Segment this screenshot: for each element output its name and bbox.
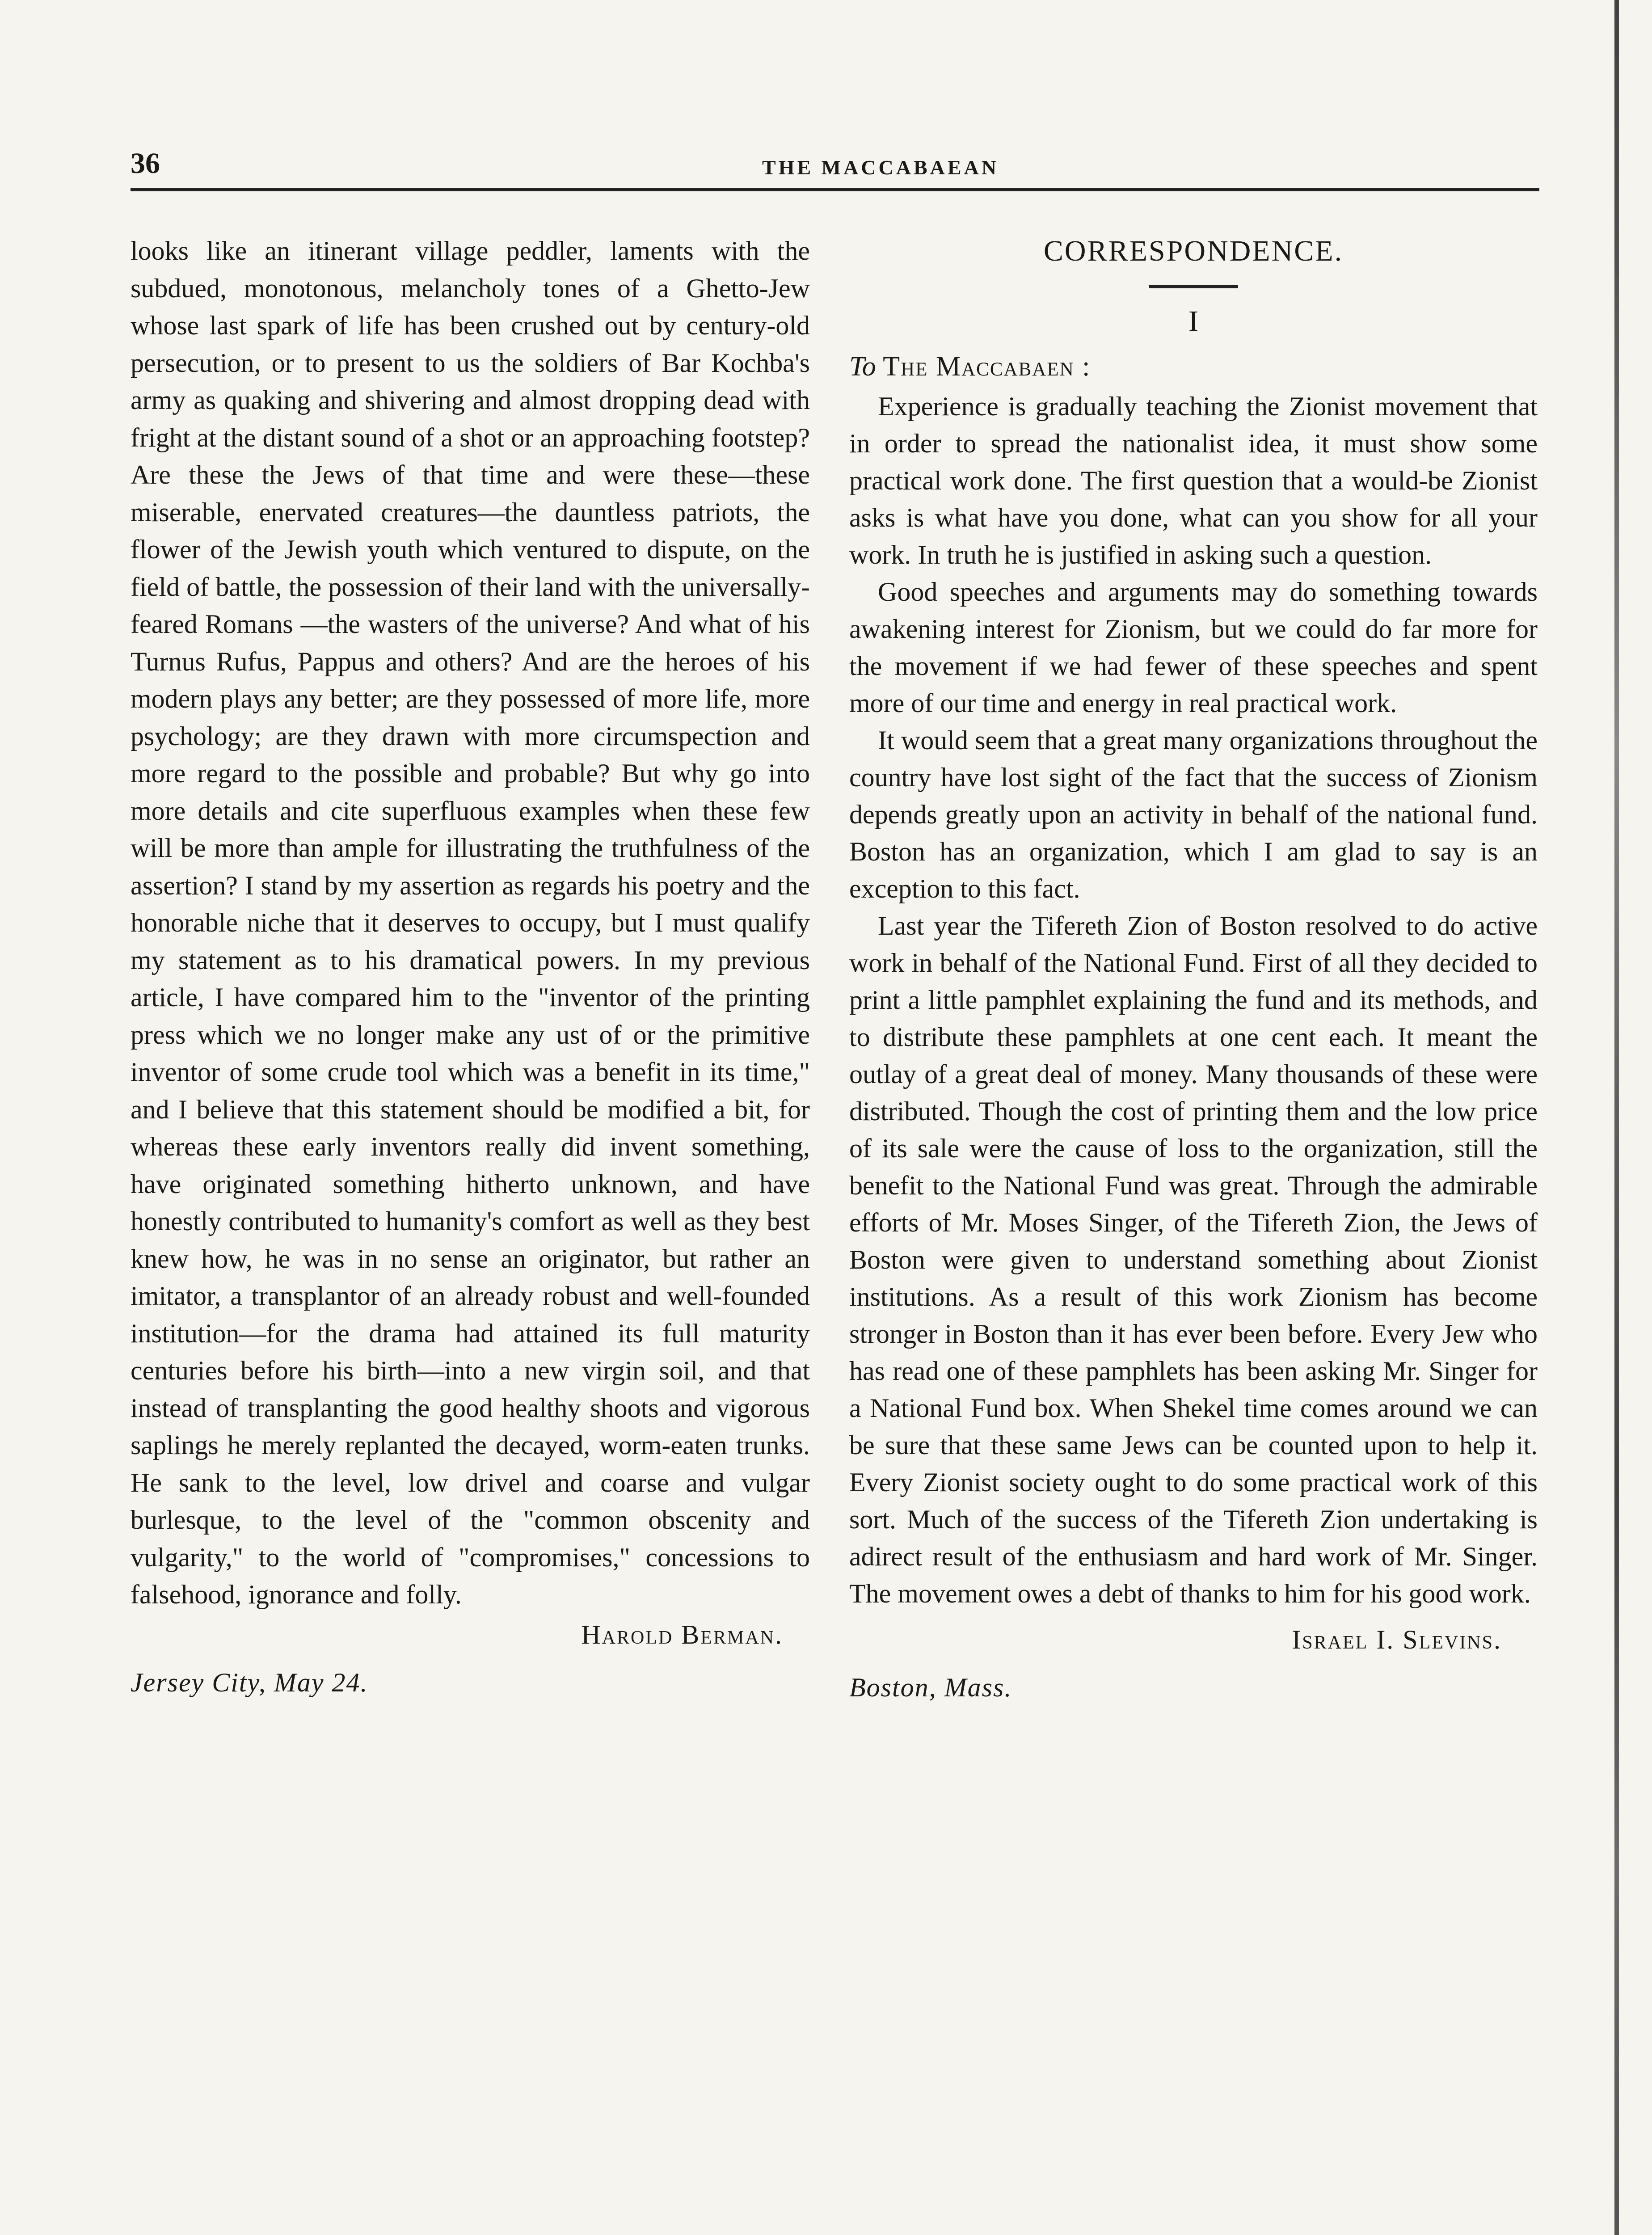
right-paragraph-3: It would seem that a great many organizations throughout the country have lost sight of the fact that the success of Zionism depends greatly upon an activity in behalf of the national fund. Boston has an organization, which I am glad to say is an exception to this fact. bbox=[849, 725, 1538, 903]
page-number: 36 bbox=[131, 147, 160, 180]
right-signature: Israel I. Slevins. bbox=[1292, 1625, 1502, 1654]
salutation-name: The Maccabaen : bbox=[883, 351, 1091, 382]
correspondence-heading: CORRESPONDENCE. bbox=[1043, 235, 1344, 267]
salutation-to: To bbox=[849, 351, 876, 382]
salutation bbox=[849, 348, 1538, 385]
left-signature: Harold Berman. bbox=[581, 1619, 783, 1649]
scan-edge-line bbox=[1614, 0, 1619, 2235]
left-column bbox=[131, 232, 810, 1702]
letter-numeral: I bbox=[1188, 305, 1198, 337]
left-dateline: Jersey City, May 24. bbox=[131, 1668, 368, 1697]
right-column bbox=[849, 232, 1538, 1706]
right-paragraph-2: Good speeches and arguments may do something towards awakening interest for Zionism, but we could do far more for the movement if we had fewer of these speeches and spent more of our time and energy in real practical work. bbox=[849, 577, 1538, 718]
right-dateline: Boston, Mass. bbox=[849, 1673, 1012, 1702]
right-paragraph-1: Experience is gradually teaching the Zionist movement that in order to spread the nationalist idea, it must show some practical work done. The first question that a would-be Zionist asks is what have you done, what can you show for all your work. In truth he is justified in asking such a question. bbox=[849, 392, 1538, 569]
right-paragraph-4: Last year the Tifereth Zion of Boston resolved to do active work in behalf of the National Fund. First of all they decided to print a little pamphlet explaining the fund and its methods, and to distribute these pamphlets at one cent each. It meant the outlay of a great deal of money. Many thousands of these were distributed. Though the cost of printing them and the low price of its sale were the cause of loss to the organization, still the benefit to the National Fund was great. Through the admirable efforts of Mr. Moses Singer, of the Tifereth Zion, the Jews of Boston were given to understand something about Zionist institutions. As a result of this work Zionism has become stronger in Boston than it has ever been before. Every Jew who has read one of these pamphlets has been asking Mr. Singer for a National Fund box. When Shekel time comes around we can be sure that these same Jews can be counted upon to help it. Every Zionist society ought to do some practical work of this sort. Much of the success of the Tifereth Zion undertaking is adirect result of the enthusiasm and hard work of Mr. Singer. The movement owes a debt of thanks to him for his good work. bbox=[849, 911, 1538, 1608]
running-head: THE MACCABAEAN bbox=[762, 156, 999, 179]
header-rule bbox=[131, 188, 1539, 191]
heading-rule bbox=[1149, 285, 1238, 288]
left-paragraph-1: looks like an itinerant village peddler, laments with the subdued, monotonous, melancholy tones of a Ghetto-Jew whose last spark of life has been crushed out by century-old persecution, or to present to us the soldiers of Bar Kochba's army as quaking and shivering and almost dropping dead with fright at the distant sound of a shot or an approaching footstep? Are these the Jews of that time and were these—these miserable, enervated creatures—the dauntless patriots, the flower of the Jewish youth which ventured to dispute, on the field of battle, the possession of their land with the universally-feared Romans —the wasters of the universe? And what of his Turnus Rufus, Pappus and others? And are the heroes of his modern plays any better; are they possessed of more life, more psychology; are they drawn with more circumspection and more regard to the possible and probable? But why go into more details and cite superfluous examples when these few will be more than ample for illustrating the truthfulness of the assertion? I stand by my assertion as regards his poetry and the honorable niche that it deserves to occupy, but I must qualify my statement as to his dramatical powers. In my previous article, I have compared him to the "inventor of the printing press which we no longer make any ust of or the primitive inventor of some crude tool which was a benefit in its time," and I believe that this statement should be modified a bit, for whereas these early inventors really did invent something, have originated something hitherto unknown, and have honestly contributed to humanity's comfort as well as they best knew how, he was in no sense an originator, but rather an imitator, a transplantor of an already robust and well-founded institution—for the drama had attained its full maturity centuries before his birth—into a new virgin soil, and that instead of transplanting the good healthy shoots and vigorous saplings he merely replanted the decayed, worm-eaten trunks. He sank to the level, low drivel and coarse and vulgar burlesque, to the level of the "common obscenity and vulgarity," to the world of "compromises," concessions to falsehood, ignorance and folly. bbox=[131, 236, 810, 1609]
